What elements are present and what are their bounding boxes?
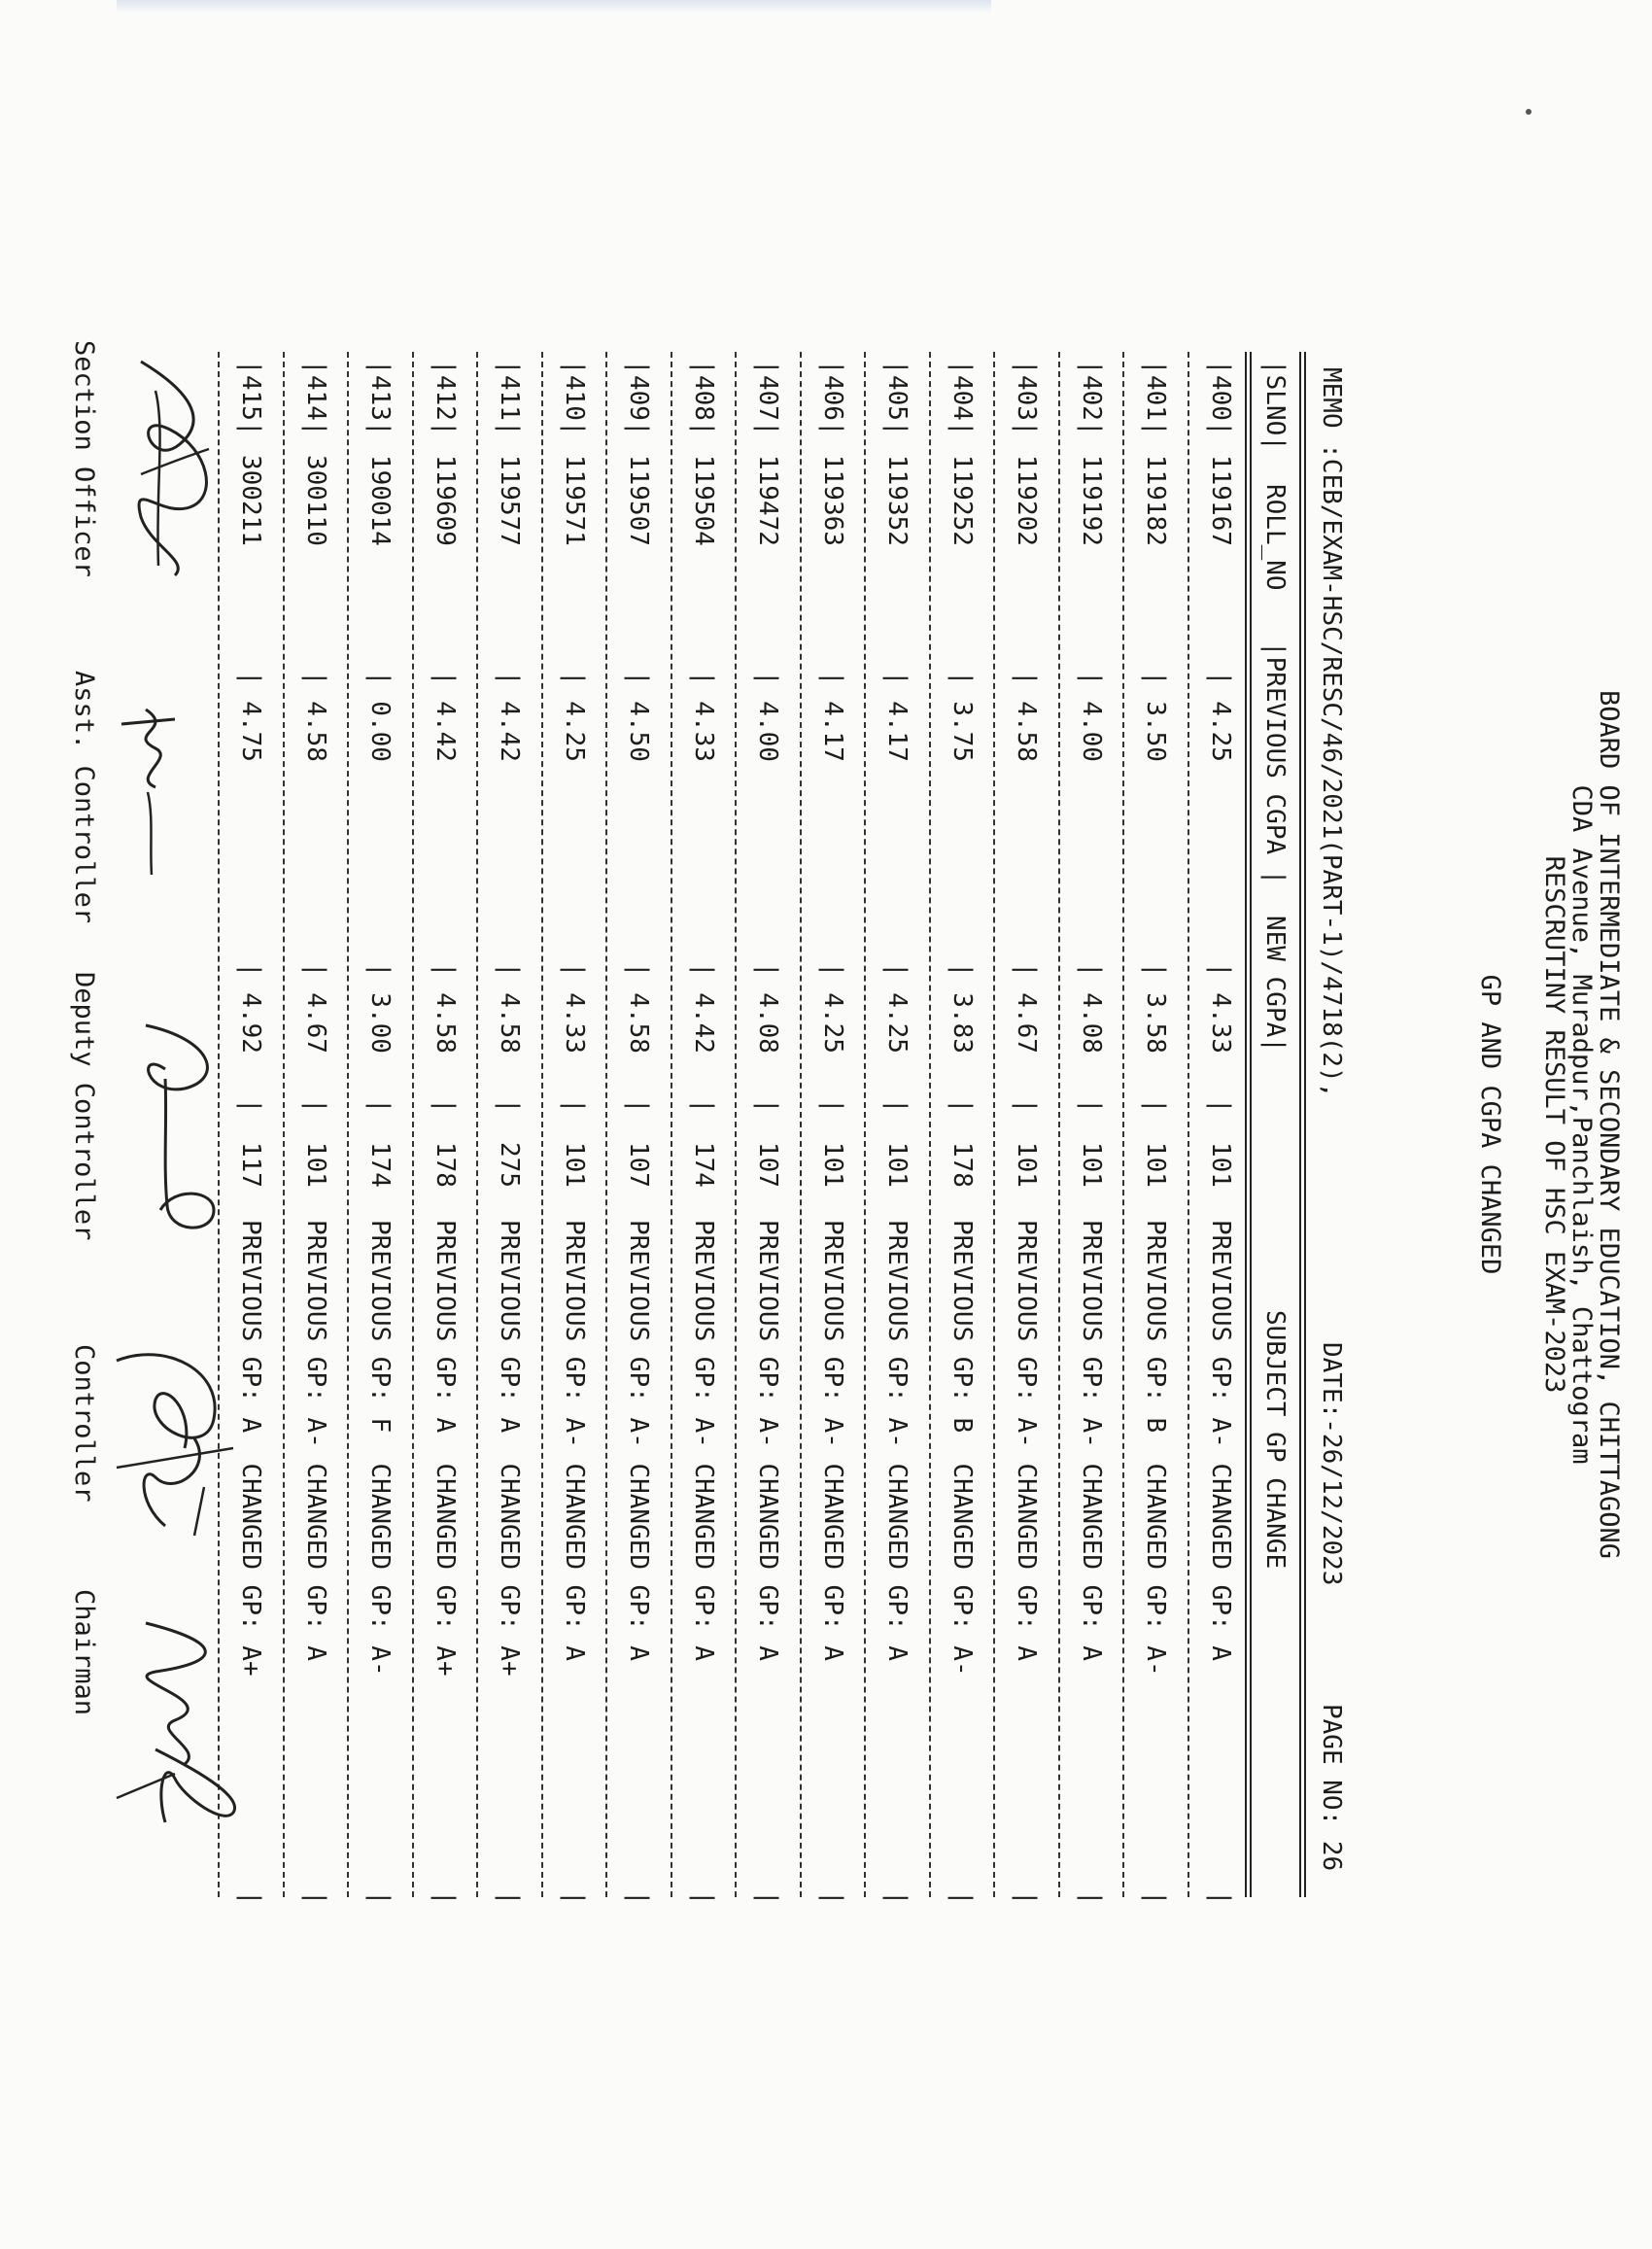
row-right-border: | [818,1890,847,1906]
row-new-cgpa: | 4.25 [882,962,912,1054]
row-right-border: | [753,1890,783,1906]
row-roll-no: 119167 [1206,455,1235,546]
row-roll-no: 300110 [301,455,330,546]
header-rule-bottom-2 [1245,352,1247,1897]
row-subject-code: 101 [1206,1142,1235,1188]
table-row [813,0,852,2249]
row-previous-cgpa: | 4.17 [882,671,912,762]
row-gp-change: PREVIOUS GP: A CHANGED GP: A+ [430,1220,460,1677]
header-rule-top [1304,352,1306,1897]
asst-controller-signature [107,690,214,884]
row-gp-change: PREVIOUS GP: F CHANGED GP: A- [365,1220,396,1677]
row-new-cgpa: | 3.83 [947,962,977,1054]
row-right-border: | [301,1890,330,1906]
row-previous-cgpa: | 4.50 [624,671,654,762]
row-new-cgpa: | 4.58 [495,962,525,1054]
row-roll-no: 119571 [560,455,589,546]
row-left-border: | [430,360,460,375]
row-separator: | [1012,1098,1042,1114]
row-left-border: | [495,360,525,375]
row-previous-cgpa: | 3.75 [947,671,977,762]
row-roll-no: 119252 [947,455,977,546]
row-right-border: | [947,1890,977,1906]
row-separator: | [430,1098,460,1114]
row-separator: | [301,1098,330,1114]
row-subject-code: 107 [753,1142,783,1188]
table-header-row [1256,0,1294,2249]
row-roll-no: 300211 [236,455,266,546]
row-right-border: | [1012,1890,1042,1906]
row-right-border: | [560,1890,589,1906]
row-subject-code: 101 [882,1142,912,1188]
row-slno: 402| [1077,375,1106,436]
page-number: PAGE NO: 26 [1317,1704,1346,1872]
row-divider [477,352,479,1897]
row-slno: 405| [882,375,912,436]
row-subject-code: 101 [1012,1142,1042,1188]
row-previous-cgpa: | 4.58 [301,671,330,762]
row-left-border: | [236,360,266,375]
header-rule-top-2 [1299,352,1301,1897]
row-gp-change: PREVIOUS GP: A- CHANGED GP: A [1012,1220,1042,1661]
row-subject-code: 101 [1077,1142,1106,1188]
row-right-border: | [430,1890,460,1906]
row-separator: | [365,1098,396,1114]
row-gp-change: PREVIOUS GP: B CHANGED GP: A- [947,1220,977,1677]
table-row [1137,0,1176,2249]
row-right-border: | [1077,1890,1106,1906]
row-slno: 406| [818,375,847,436]
row-gp-change: PREVIOUS GP: A- CHANGED GP: A [689,1220,718,1661]
row-slno: 404| [947,375,977,436]
row-roll-no: 119507 [624,455,654,546]
row-previous-cgpa: | 0.00 [365,671,396,762]
row-roll-no: 119609 [430,455,460,546]
row-gp-change: PREVIOUS GP: A- CHANGED GP: A [1206,1220,1235,1661]
row-divider [541,352,543,1897]
row-right-border: | [495,1890,525,1906]
row-new-cgpa: | 4.25 [818,962,847,1054]
row-subject-code: 101 [560,1142,589,1188]
row-separator: | [882,1098,912,1114]
row-previous-cgpa: | 4.42 [495,671,525,762]
row-left-border: | [689,360,718,375]
row-gp-change: PREVIOUS GP: B CHANGED GP: A- [1141,1220,1171,1677]
table-row [491,0,530,2249]
row-previous-cgpa: | 4.75 [236,671,266,762]
table-row [878,0,917,2249]
row-new-cgpa: | 4.67 [1012,962,1042,1054]
row-slno: 403| [1012,375,1042,436]
row-separator: | [689,1098,718,1114]
column-header-previous-cgpa: |PREVIOUS CGPA | [1260,641,1290,885]
row-previous-cgpa: | 4.00 [753,671,783,762]
row-subject-code: 178 [947,1142,977,1188]
row-roll-no: 190014 [365,455,396,546]
row-gp-change: PREVIOUS GP: A- CHANGED GP: A [624,1220,654,1661]
row-left-border: | [882,360,912,375]
column-header-new-cgpa: NEW CGPA| [1260,916,1290,1053]
row-divider [994,352,996,1897]
row-subject-code: 101 [301,1142,330,1188]
row-new-cgpa: | 4.92 [236,962,266,1054]
row-separator: | [560,1098,589,1114]
row-left-border: | [1206,360,1235,375]
board-name: BOARD OF INTERMEDIATE & SECONDARY EDUCATION, CHITTAGONG [1594,689,1624,1560]
row-left-border: | [753,360,783,375]
table-row [361,0,400,2249]
row-subject-code: 178 [430,1142,460,1188]
row-divider [1058,352,1060,1897]
row-new-cgpa: | 4.08 [753,962,783,1054]
row-gp-change: PREVIOUS GP: A CHANGED GP: A+ [236,1220,266,1677]
row-slno: 410| [560,375,589,436]
row-right-border: | [882,1890,912,1906]
row-subject-code: 101 [1141,1142,1171,1188]
row-left-border: | [560,360,589,375]
row-separator: | [1141,1098,1171,1114]
row-right-border: | [1141,1890,1171,1906]
row-slno: 411| [495,375,525,436]
memo-date: DATE:-26/12/2023 [1317,1342,1346,1586]
table-row [749,0,788,2249]
row-slno: 401| [1141,375,1171,436]
row-left-border: | [301,360,330,375]
row-roll-no: 119182 [1141,455,1171,546]
row-separator: | [624,1098,654,1114]
table-row [620,0,659,2249]
row-roll-no: 119192 [1077,455,1106,546]
row-roll-no: 119202 [1012,455,1042,546]
table-row [684,0,723,2249]
row-roll-no: 119363 [818,455,847,546]
row-separator: | [753,1098,783,1114]
row-slno: 412| [430,375,460,436]
header-rule-bottom [1250,352,1252,1897]
table-row [426,0,465,2249]
row-right-border: | [1206,1890,1235,1906]
row-gp-change: PREVIOUS GP: A- CHANGED GP: A [560,1220,589,1661]
row-divider [412,352,414,1897]
row-divider [929,352,931,1897]
row-new-cgpa: | 3.58 [1141,962,1171,1054]
row-left-border: | [818,360,847,375]
row-slno: 415| [236,375,266,436]
row-left-border: | [1077,360,1106,375]
table-row [1201,0,1240,2249]
row-new-cgpa: | 4.33 [1206,962,1235,1054]
row-separator: | [1206,1098,1235,1114]
table-row [1008,0,1047,2249]
row-subject-code: 101 [818,1142,847,1188]
board-address: CDA Avenue, Muradpur,Panchlaish, Chattogram [1566,784,1597,1465]
row-gp-change: PREVIOUS GP: A- CHANGED GP: A [753,1220,783,1661]
row-left-border: | [947,360,977,375]
row-divider [736,352,738,1897]
row-left-border: | [365,360,396,375]
row-new-cgpa: | 3.00 [365,962,396,1054]
row-gp-change: PREVIOUS GP: A- CHANGED GP: A [882,1220,912,1661]
row-divider [348,352,350,1897]
section-officer-signature [102,352,248,585]
asst-controller-label: Asst. Controller [69,671,99,924]
row-previous-cgpa: | 4.33 [689,671,718,762]
row-roll-no: 119352 [882,455,912,546]
row-gp-change: PREVIOUS GP: A- CHANGED GP: A [1077,1220,1106,1661]
section-officer-label: Section Officer [69,340,99,577]
row-separator: | [495,1098,525,1114]
row-separator: | [236,1098,266,1114]
row-subject-code: 174 [689,1142,718,1188]
row-divider [800,352,802,1897]
row-separator: | [1077,1098,1106,1114]
row-separator: | [818,1098,847,1114]
row-slno: 407| [753,375,783,436]
row-previous-cgpa: | 4.25 [1206,671,1235,762]
row-divider [283,352,285,1897]
row-previous-cgpa: | 4.00 [1077,671,1106,762]
row-previous-cgpa: | 4.17 [818,671,847,762]
table-row [943,0,981,2249]
row-new-cgpa: | 4.58 [430,962,460,1054]
row-gp-change: PREVIOUS GP: A- CHANGED GP: A [818,1220,847,1661]
row-separator: | [947,1098,977,1114]
row-subject-code: 174 [365,1142,396,1188]
row-slno: 400| [1206,375,1235,436]
row-previous-cgpa: | 4.42 [430,671,460,762]
column-header-slno: |SLNO| [1260,360,1290,451]
row-divider [606,352,608,1897]
row-divider [865,352,867,1897]
row-slno: 409| [624,375,654,436]
chairman-signature [107,1604,262,1837]
column-header-subject-gp-change: SUBJECT GP CHANGE [1260,1310,1290,1570]
row-divider [1123,352,1125,1897]
row-roll-no: 119504 [689,455,718,546]
row-left-border: | [1012,360,1042,375]
controller-signature [97,1332,253,1565]
column-header-roll: ROLL_NO [1260,484,1290,591]
row-subject-code: 107 [624,1142,654,1188]
row-divider [671,352,672,1897]
result-title: RESCRUTINY RESULT OF HSC EXAM-2023 [1539,855,1569,1394]
row-gp-change: PREVIOUS GP: A- CHANGED GP: A [301,1220,330,1661]
row-previous-cgpa: | 4.58 [1012,671,1042,762]
row-divider [1187,352,1189,1897]
row-left-border: | [624,360,654,375]
row-right-border: | [624,1890,654,1906]
controller-label: Controller [69,1344,99,1503]
chairman-label: Chairman [69,1589,99,1716]
row-slno: 414| [301,375,330,436]
table-row [1072,0,1111,2249]
row-slno: 408| [689,375,718,436]
row-new-cgpa: | 4.42 [689,962,718,1054]
row-roll-no: 119577 [495,455,525,546]
row-subject-code: 117 [236,1142,266,1188]
memo-reference: MEMO :CEB/EXAM-HSC/RESC/46/2021(PART-1)/4718(2), [1317,367,1346,1098]
row-new-cgpa: | 4.08 [1077,962,1106,1054]
row-subject-code: 275 [495,1142,525,1188]
deputy-controller-label: Deputy Controller [69,972,99,1241]
row-new-cgpa: | 4.67 [301,962,330,1054]
row-right-border: | [365,1890,396,1906]
deputy-controller-signature [107,1011,253,1244]
row-right-border: | [236,1890,266,1906]
row-previous-cgpa: | 4.25 [560,671,589,762]
row-previous-cgpa: | 3.50 [1141,671,1171,762]
row-right-border: | [689,1890,718,1906]
row-roll-no: 119472 [753,455,783,546]
table-row [555,0,594,2249]
memo-line [1315,367,1346,2059]
row-new-cgpa: | 4.33 [560,962,589,1054]
row-new-cgpa: | 4.58 [624,962,654,1054]
table-row [296,0,335,2249]
section-title: GP AND CGPA CHANGED [1475,974,1505,1275]
row-gp-change: PREVIOUS GP: A CHANGED GP: A+ [495,1220,525,1677]
row-slno: 413| [365,375,396,436]
row-left-border: | [1141,360,1171,375]
